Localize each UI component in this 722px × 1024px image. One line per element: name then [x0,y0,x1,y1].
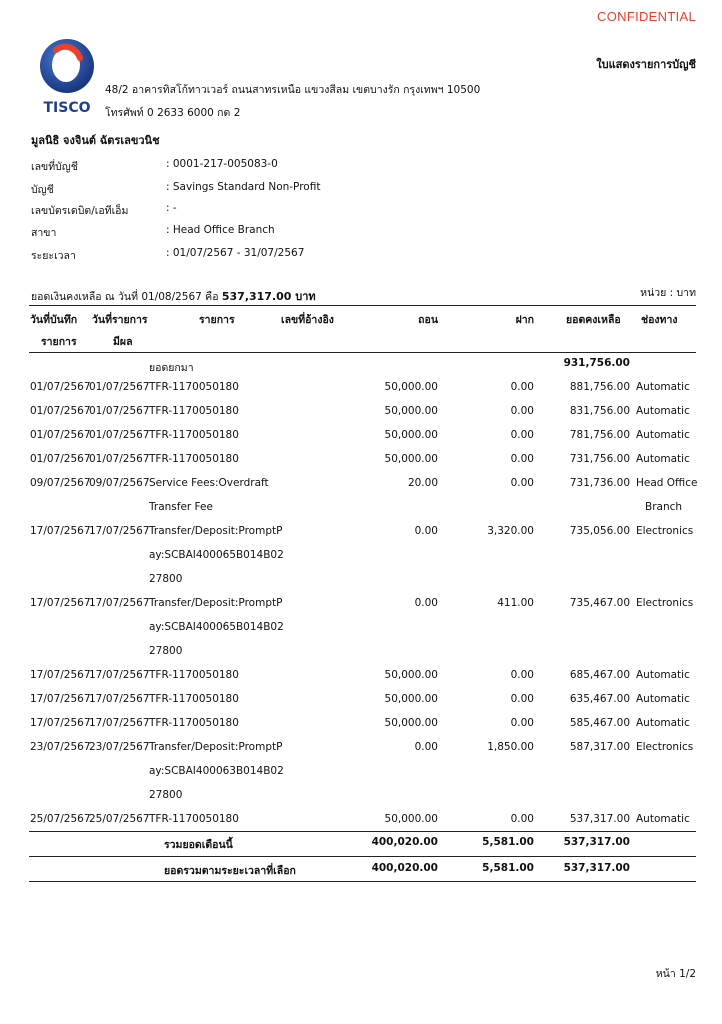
col-balance: ยอดคงเหลือ [566,314,621,326]
description-cell: TFR-1170050180 [149,453,239,465]
total-month-label: รวมยอดเดือนนี้ [164,839,233,851]
deposit-cell: 0.00 [510,669,534,681]
channel-cell: Automatic [636,405,690,417]
txn-date-cell: 17/07/2567 [30,597,91,609]
description-cell: TFR-1170050180 [149,813,239,825]
channel-cell: Electronics [636,741,694,753]
account-type-value: : Savings Standard Non-Profit [166,181,321,193]
brought-forward-label: ยอดยกมา [149,362,194,374]
document-title: ใบแสดงรายการบัญชี [596,58,696,71]
description-cell: 27800 [149,645,183,657]
balance-cell: 731,756.00 [569,453,630,465]
card-number-value: : - [166,202,177,214]
withdraw-cell: 50,000.00 [384,429,438,441]
deposit-cell: 0.00 [510,813,534,825]
page-number: หน้า 1/2 [655,968,696,980]
total-period-withdraw: 400,020.00 [371,862,438,874]
channel-cell: Automatic [636,717,690,729]
confidential-label: CONFIDENTIAL [597,9,696,24]
closing-balance-line [31,287,316,305]
balance-cell: 831,756.00 [569,405,630,417]
balance-cell: 587,317.00 [569,741,630,753]
col-txn-date: วันที่บันทึก [30,314,78,326]
description-cell: Service Fees:Overdraft [149,477,269,489]
closing-balance-amount: 537,317.00 บาท [221,290,316,303]
deposit-cell: 411.00 [497,597,534,609]
balance-cell: 537,317.00 [569,813,630,825]
balance-cell: 881,756.00 [569,381,630,393]
balance-cell: 735,467.00 [569,597,630,609]
txn-date-cell: 23/07/2567 [30,741,91,753]
branch-value: : Head Office Branch [166,224,275,236]
account-type-label: บัญชี [31,184,54,196]
branch-label: สาขา [31,227,57,239]
effective-date-cell: 23/07/2567 [89,741,150,753]
deposit-cell: 0.00 [510,405,534,417]
period-label: ระยะเวลา [31,250,76,262]
header-rule-top [29,305,696,306]
deposit-cell: 0.00 [510,453,534,465]
description-cell: 27800 [149,789,183,801]
bank-address: 48/2 อาคารทิสโก้ทาวเวอร์ ถนนสาทรเหนือ แขวงสีลม เขตบางรัก กรุงเทพฯ 10500 [105,84,481,96]
totals-rule-mid [29,856,696,857]
total-month-withdraw: 400,020.00 [371,836,438,848]
channel-cell: Automatic [636,429,690,441]
deposit-cell: 0.00 [510,429,534,441]
total-period-label: ยอดรวมตามระยะเวลาที่เลือก [164,865,296,877]
txn-date-cell: 01/07/2567 [30,429,91,441]
account-number-value: : 0001-217-005083-0 [166,158,278,170]
description-cell: TFR-1170050180 [149,717,239,729]
deposit-cell: 1,850.00 [487,741,534,753]
txn-date-cell: 17/07/2567 [30,525,91,537]
channel-cell: Automatic [636,381,690,393]
channel-cell: Electronics [636,525,694,537]
description-cell: TFR-1170050180 [149,405,239,417]
col-eff-date: วันที่รายการ [92,314,148,326]
withdraw-cell: 0.00 [414,525,438,537]
withdraw-cell: 50,000.00 [384,813,438,825]
description-cell: TFR-1170050180 [149,693,239,705]
withdraw-cell: 20.00 [407,477,438,489]
balance-cell: 635,467.00 [569,693,630,705]
description-cell: 27800 [149,573,183,585]
txn-date-cell: 09/07/2567 [30,477,91,489]
deposit-cell: 0.00 [510,477,534,489]
effective-date-cell: 17/07/2567 [89,669,150,681]
txn-date-cell: 01/07/2567 [30,453,91,465]
effective-date-cell: 01/07/2567 [89,429,150,441]
txn-date-cell: 17/07/2567 [30,693,91,705]
deposit-cell: 0.00 [510,381,534,393]
period-value: : 01/07/2567 - 31/07/2567 [166,247,305,259]
description-cell: Transfer/Deposit:PromptP [149,741,283,753]
account-holder: มูลนิธิ จงจินต์ ฉัตรเลขวนิช [31,134,160,147]
channel-cell: Automatic [636,453,690,465]
balance-cell: 781,756.00 [569,429,630,441]
balance-cell: 685,467.00 [569,669,630,681]
totals-rule-bottom [29,881,696,882]
logo-text: TISCO [43,100,91,116]
txn-date-cell: 01/07/2567 [30,405,91,417]
description-cell: TFR-1170050180 [149,429,239,441]
brought-forward-balance: 931,756.00 [563,357,630,369]
channel-cell: Electronics [636,597,694,609]
effective-date-cell: 17/07/2567 [89,597,150,609]
effective-date-cell: 17/07/2567 [89,525,150,537]
txn-date-cell: 25/07/2567 [30,813,91,825]
balance-cell: 735,056.00 [569,525,630,537]
total-period-deposit: 5,581.00 [482,862,534,874]
currency-unit: หน่วย : บาท [640,287,696,299]
col-txn-date-2: รายการ [41,336,77,348]
effective-date-cell: 17/07/2567 [89,717,150,729]
col-withdraw: ถอน [418,314,438,326]
col-description: รายการ [199,314,235,326]
withdraw-cell: 50,000.00 [384,405,438,417]
withdraw-cell: 50,000.00 [384,381,438,393]
effective-date-cell: 17/07/2567 [89,693,150,705]
tisco-logo [36,38,98,118]
total-period-balance: 537,317.00 [563,862,630,874]
total-month-deposit: 5,581.00 [482,836,534,848]
channel-cell: Automatic [636,669,690,681]
deposit-cell: 3,320.00 [487,525,534,537]
balance-cell: 585,467.00 [569,717,630,729]
description-cell: TFR-1170050180 [149,381,239,393]
channel-cell: Automatic [636,693,690,705]
card-number-label: เลขบัตรเดบิต/เอทีเอ็ม [31,205,129,217]
channel-cell: Automatic [636,813,690,825]
col-channel: ช่องทาง [641,314,678,326]
effective-date-cell: 25/07/2567 [89,813,150,825]
description-cell: Transfer Fee [149,501,213,513]
balance-cell: 731,736.00 [569,477,630,489]
description-cell: ay:SCBAI400065B014B02 [149,621,284,633]
channel-cell: Branch [645,501,683,513]
txn-date-cell: 17/07/2567 [30,669,91,681]
withdraw-cell: 50,000.00 [384,453,438,465]
description-cell: ay:SCBAI400063B014B02 [149,765,284,777]
txn-date-cell: 01/07/2567 [30,381,91,393]
effective-date-cell: 09/07/2567 [89,477,150,489]
deposit-cell: 0.00 [510,693,534,705]
withdraw-cell: 0.00 [414,597,438,609]
withdraw-cell: 50,000.00 [384,693,438,705]
description-cell: TFR-1170050180 [149,669,239,681]
withdraw-cell: 50,000.00 [384,717,438,729]
effective-date-cell: 01/07/2567 [89,405,150,417]
withdraw-cell: 50,000.00 [384,669,438,681]
effective-date-cell: 01/07/2567 [89,453,150,465]
deposit-cell: 0.00 [510,717,534,729]
channel-cell: Head Office [636,477,698,489]
col-reference: เลขที่อ้างอิง [281,314,334,326]
bank-phone: โทรศัพท์ 0 2633 6000 กด 2 [105,107,241,119]
totals-rule-top [29,831,696,832]
txn-date-cell: 17/07/2567 [30,717,91,729]
header-rule-bottom [29,352,696,353]
withdraw-cell: 0.00 [414,741,438,753]
description-cell: Transfer/Deposit:PromptP [149,525,283,537]
account-number-label: เลขที่บัญชี [31,161,78,173]
closing-balance-prefix: ยอดเงินคงเหลือ ณ วันที่ 01/08/2567 คือ [31,291,222,303]
description-cell: Transfer/Deposit:PromptP [149,597,283,609]
col-deposit: ฝาก [515,314,534,326]
effective-date-cell: 01/07/2567 [89,381,150,393]
col-eff-date-2: มีผล [113,336,133,348]
description-cell: ay:SCBAI400065B014B02 [149,549,284,561]
total-month-balance: 537,317.00 [563,836,630,848]
